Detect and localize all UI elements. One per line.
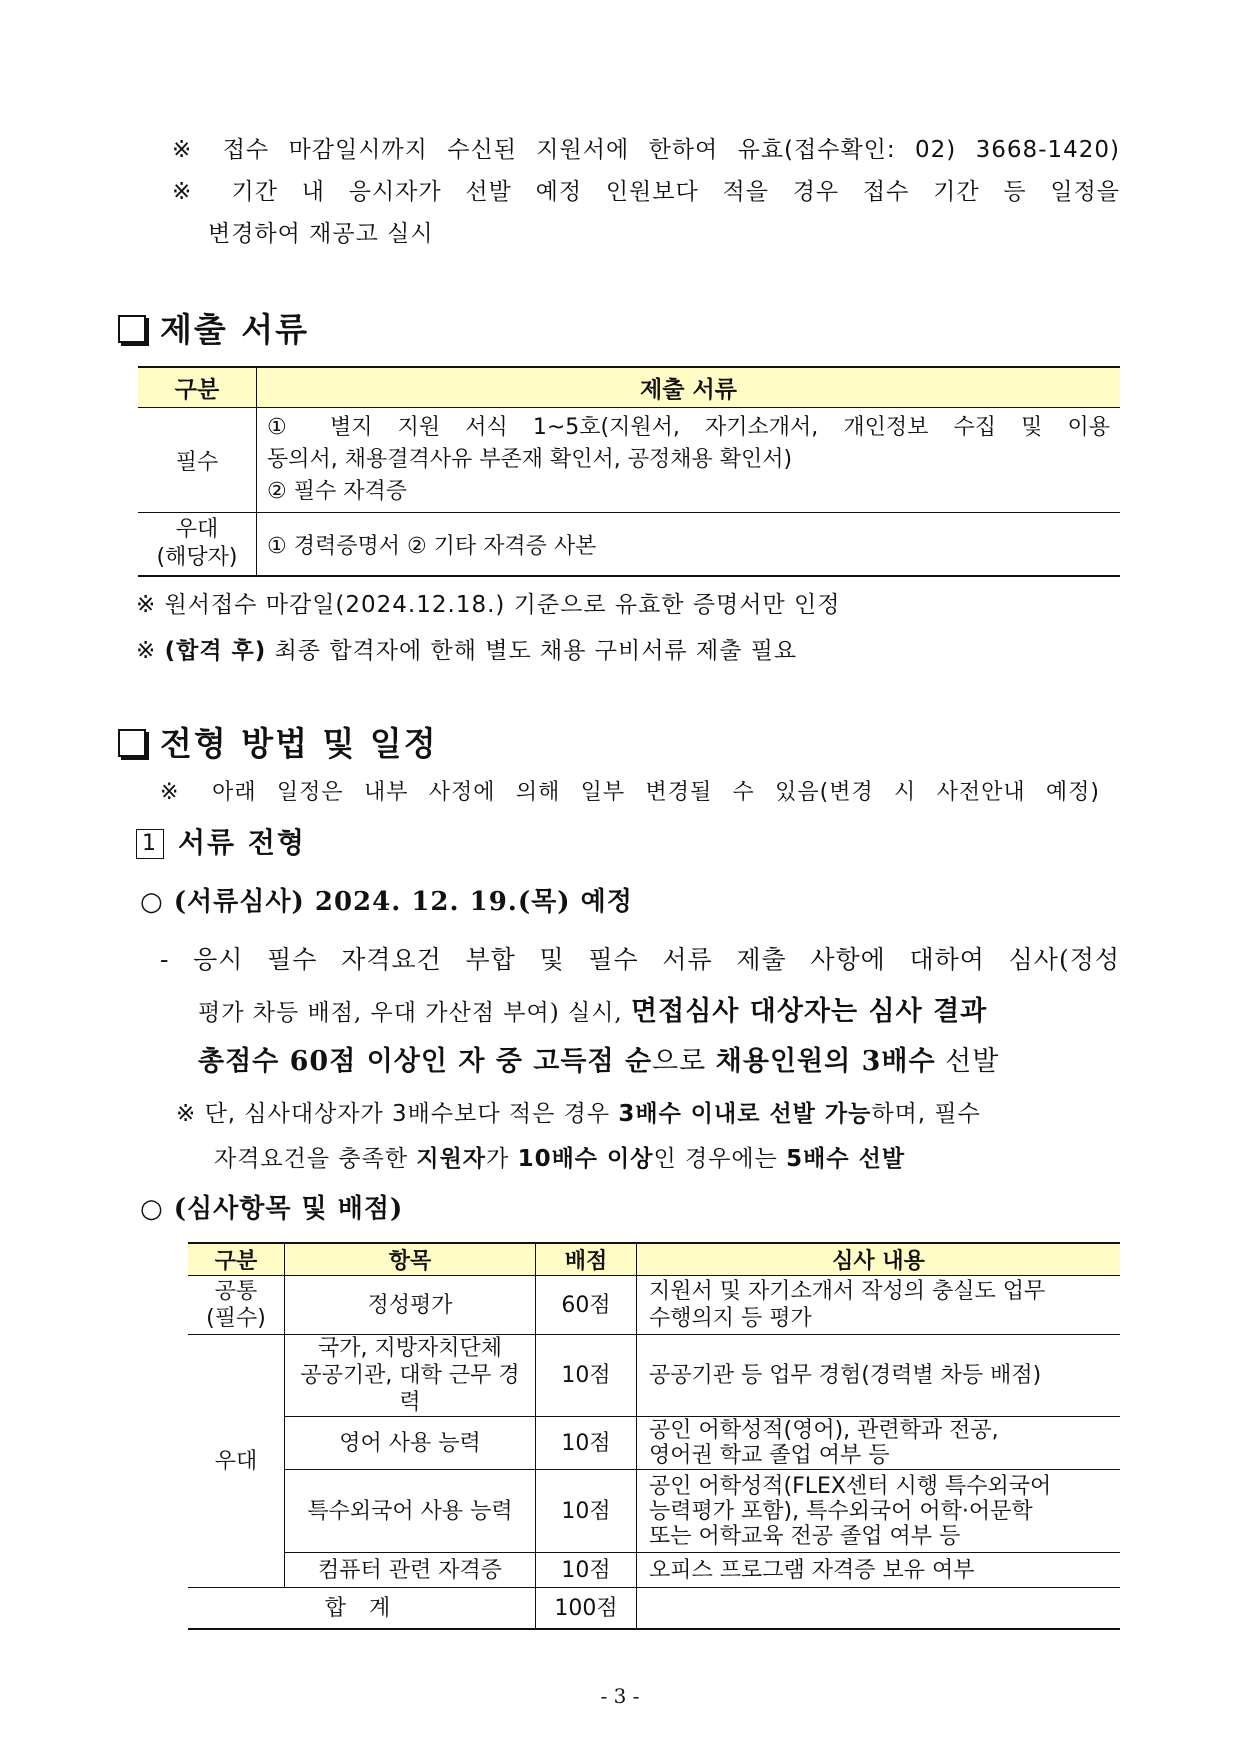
table-row: [188, 1276, 1120, 1335]
bullet-document-review: ○ (서류심사) 2024. 12. 19.(목) 예정: [140, 887, 633, 917]
score-item-line: 공공기관, 대학 근무 경력: [300, 1363, 520, 1415]
dash-line-3-bold-a: 총점수 60점 이상인 자 중 고득점 순: [198, 1046, 653, 1077]
table-row: [188, 1553, 1120, 1588]
sub-note-line-2: [214, 1140, 905, 1173]
step-number: 1: [136, 829, 164, 859]
score-item: 정성평가: [285, 1276, 536, 1335]
score-content-line: 공인 어학성적(FLEX센터 시행 특수외국어: [649, 1473, 1052, 1499]
table-total-row: [188, 1588, 1120, 1630]
preferred-score-category: 우대: [188, 1335, 285, 1588]
score-content: 공공기관 등 업무 경험(경력별 차등 배점): [637, 1335, 1121, 1417]
preferred-category-sub: (해당자): [156, 545, 238, 570]
section-title-text: 제출 서류: [160, 310, 310, 349]
score-points: 10점: [536, 1335, 637, 1417]
note-bold: (합격 후): [164, 638, 267, 664]
note-prefix: ※: [136, 638, 165, 664]
score-content: [637, 1417, 1121, 1470]
step-title-text: 서류 전형: [178, 826, 306, 859]
dash-line-2: [198, 989, 987, 1028]
score-content-line: 능력평가 포함), 특수외국어 어학·어문학: [649, 1498, 1033, 1524]
score-item: 컴퓨터 관련 자격증: [285, 1553, 536, 1588]
preferred-documents: ① 경력증명서 ② 기타 자격증 사본: [257, 513, 1121, 577]
required-doc-line: ① 별지 지원 서식 1~5호(지원서, 자기소개서, 개인정보 수집 및 이용: [267, 415, 1110, 440]
score-header-item: 항목: [285, 1243, 536, 1276]
sub-note-text: ※ 단, 심사대상자가 3배수보다 적은 경우: [176, 1101, 619, 1127]
table-row: [188, 1417, 1120, 1470]
sub-note-bold: 3배수 이내로 선발 가능: [618, 1101, 872, 1127]
section-title-text: 전형 방법 및 일정: [160, 724, 438, 763]
table-row: [188, 1470, 1120, 1553]
sub-note-text: 자격요건을 충족한: [214, 1146, 417, 1172]
required-doc-line: 동의서, 채용결격사유 부존재 확인서, 공정채용 확인서): [267, 447, 793, 472]
common-category-label: 공통: [214, 1279, 258, 1304]
score-content: [637, 1470, 1121, 1553]
score-content: [637, 1276, 1121, 1335]
note-deadline: ※ 접수 마감일시까지 수신된 지원서에 한하여 유효(접수확인: 02) 3668-1420): [172, 137, 1120, 163]
score-content-line: 영어권 학교 졸업 여부 등: [649, 1443, 890, 1468]
step-title-documents: [136, 821, 306, 861]
score-content-line: 또는 어학교육 전공 졸업 여부 등: [649, 1523, 961, 1549]
score-content-line: 공인 어학성적(영어), 관련학과 전공,: [649, 1418, 999, 1443]
score-item: [285, 1335, 536, 1417]
page-number: - 3 -: [600, 1684, 640, 1708]
sub-note-line-1: [176, 1095, 981, 1128]
sub-note-text: 인 경우에는: [653, 1146, 787, 1172]
table-row: [188, 1335, 1120, 1417]
section-title-selection: [118, 718, 438, 765]
total-label: 합 계: [188, 1588, 536, 1630]
score-item: 영어 사용 능력: [285, 1417, 536, 1470]
total-content-empty: [637, 1588, 1121, 1630]
dash-line-3: [198, 1039, 999, 1078]
table-header-documents: 제출 서류: [257, 367, 1121, 408]
table-header-row: [138, 367, 1120, 408]
score-header-points: 배점: [536, 1243, 637, 1276]
dash-line-1: - 응시 필수 자격요건 부합 및 필수 서류 제출 사항에 대하여 심사(정성: [160, 945, 1120, 974]
checkbox-square-icon: [118, 729, 146, 757]
required-category: 필수: [138, 408, 257, 513]
score-content-line: 지원서 및 자기소개서 작성의 충실도 업무: [649, 1279, 1046, 1304]
dash-line-3-tail: 선발: [935, 1046, 1000, 1077]
note-reannounce: ※ 기간 내 응시자가 선발 예정 인원보다 적을 경우 접수 기간 등 일정을: [172, 179, 1120, 205]
score-item: 특수외국어 사용 능력: [285, 1470, 536, 1553]
score-header-category: 구분: [188, 1243, 285, 1276]
dash-line-2-bold: 면접심사 대상자는 심사 결과: [631, 996, 988, 1027]
note-final-documents: [136, 632, 797, 665]
score-item-line: 국가, 지방자치단체: [317, 1336, 502, 1361]
score-header-content: 심사 내용: [637, 1243, 1121, 1276]
common-category: [188, 1276, 285, 1335]
score-points: 10점: [536, 1553, 637, 1588]
common-category-sub: (필수): [206, 1306, 266, 1331]
required-doc-line: ② 필수 자격증: [267, 479, 407, 504]
dash-line-3-text: 으로: [652, 1046, 716, 1077]
score-content-line: 수행의지 등 평가: [649, 1306, 812, 1331]
section-title-documents: [118, 304, 309, 351]
dash-line-2-text: 평가 차등 배점, 우대 가산점 부여) 실시,: [198, 1000, 632, 1026]
documents-table: [138, 366, 1120, 577]
score-table: [188, 1242, 1120, 1630]
sub-note-bold: 5배수 선발: [786, 1146, 906, 1172]
score-points: 10점: [536, 1470, 637, 1553]
note-rest: 최종 합격자에 한해 별도 채용 구비서류 제출 필요: [266, 638, 798, 664]
sub-note-bold: 10배수 이상: [517, 1146, 654, 1172]
sub-note-text: 가: [486, 1146, 518, 1172]
dash-line-3-bold-b: 채용인원의 3배수: [715, 1046, 936, 1077]
note-valid-certificates: ※ 원서접수 마감일(2024.12.18.) 기준으로 유효한 증명서만 인정: [136, 592, 841, 618]
preferred-category-label: 우대: [175, 517, 219, 542]
preferred-category: [138, 513, 257, 577]
sub-note-text: 하며, 필수: [871, 1101, 981, 1127]
score-content: 오피스 프로그램 자격증 보유 여부: [637, 1553, 1121, 1588]
note-reannounce-cont: 변경하여 재공고 실시: [208, 221, 434, 247]
table-header-category: 구분: [138, 367, 257, 408]
table-row: [138, 408, 1120, 513]
total-score: 100점: [536, 1588, 637, 1630]
score-points: 60점: [536, 1276, 637, 1335]
required-documents: [257, 408, 1121, 513]
table-row: [138, 513, 1120, 577]
note-schedule-change: ※ 아래 일정은 내부 사정에 의해 일부 변경될 수 있음(변경 시 사전안내 예정): [160, 780, 1100, 805]
score-table-header-row: [188, 1243, 1120, 1276]
checkbox-square-icon: [118, 315, 146, 343]
bullet-review-items: ○ (심사항목 및 배점): [140, 1194, 404, 1224]
sub-note-bold: 지원자: [416, 1146, 487, 1172]
score-points: 10점: [536, 1417, 637, 1470]
